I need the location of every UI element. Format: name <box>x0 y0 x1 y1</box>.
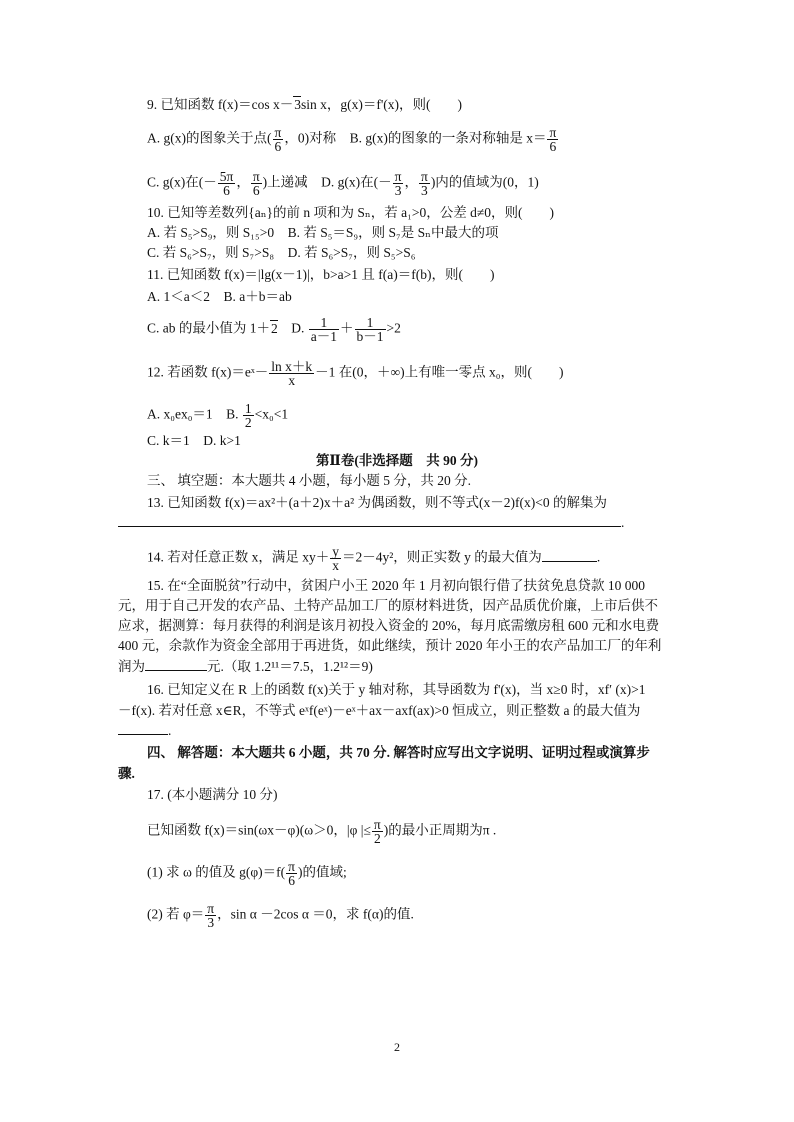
fraction: $\frac{\pi}{2}$ <box>373 817 381 846</box>
section-3-heading: 三、 填空题：本大题共 4 小题，每小题 5 分，共 20 分. <box>147 473 471 488</box>
q17-part-2: (2) 若 φ＝ $\frac{\pi}{3}$ ，sin α －2cos α ＝0，求 f(α)的值. <box>147 901 414 930</box>
fraction: $\frac{\text{ln x＋k}}{x}$ <box>271 359 313 388</box>
fraction: $\frac{y}{x}$ <box>332 544 339 573</box>
q10-stem: 10. 已知等差数列{aₙ}的前 n 项和为 Sₙ，若 a₁>0，公差 d≠0，则( ) <box>147 205 554 220</box>
q11-options-ab: A. 1＜a＜2 B. a＋b＝ab <box>147 289 292 304</box>
q9-options-cd: C. g(x)在(－ $\frac{5\pi}{6}$ ， $\frac{\pi}{6}$ )上递减 D. g(x)在(－ $\frac{\pi}{3}$ ， $\frac{\pi}{3}$ )内的值域为(0，1) <box>147 169 539 198</box>
fraction: $\frac{\pi}{6}$ <box>274 125 282 154</box>
fraction: $\frac{\pi}{3}$ <box>207 901 215 930</box>
q10-options-cd: C. 若 S₆>S₇，则 S₇>S₈ D. 若 S₆>S₇，则 S₅>S₆ <box>147 245 416 260</box>
fraction: $\frac{5\pi}{6}$ <box>219 169 234 198</box>
answer-blank <box>118 722 168 735</box>
part2-title: 第Ⅱ卷(非选择题 共 90 分) <box>315 453 479 468</box>
fraction: $\frac{\pi}{6}$ <box>252 169 260 198</box>
q15-line-2: 元，用于自己开发的农产品、土特产品加工厂的原材料进货，因产品质优价廉，上市后供不 <box>118 598 658 613</box>
q9-options-ab: A. g(x)的图象关于点( $\frac{\pi}{6}$ ，0)对称 B. g(x)的图象的一条对称轴是 x＝ $\frac{\pi}{6}$ <box>147 125 557 154</box>
fraction: $\frac{\pi}{3}$ <box>394 169 402 198</box>
q11-stem: 11. 已知函数 f(x)＝|lg(x－1)|，b>a>1 且 f(a)＝f(b)，则( ) <box>147 267 495 282</box>
fraction: $\frac{1}{2}$ <box>244 401 252 430</box>
answer-blank <box>145 658 207 671</box>
page-number: 2 <box>394 1040 400 1054</box>
answer-blank <box>542 549 597 562</box>
q15-line-4: 400 元，余款作为资金全部用于再进货，如此继续，预计 2020 年小王的农产品加工厂的年利 <box>118 638 662 653</box>
q17-title: 17. (本小题满分 10 分) <box>147 787 278 802</box>
q13-stem: 13. 已知函数 f(x)＝ax²＋(a＋2)x＋a² 为偶函数，则不等式(x－2)f(x)<0 的解集为 <box>147 495 608 510</box>
q11-options-cd: C. ab 的最小值为 1＋2 D. $\frac{1}{a-1}$ ＋ $\frac{1}{b-1}$ >2 <box>147 315 401 344</box>
q12-options-cd: C. k＝1 D. k>1 <box>147 433 241 448</box>
q16-line-2: －f(x). 若对任意 x∈R，不等式 eˣf(eˣ)－eˣ＋ax－axf(ax)>0 恒成立，则正整数 a 的最大值为 <box>118 703 641 718</box>
fraction: $\frac{\pi}{3}$ <box>420 169 428 198</box>
section-4-heading: 四、 解答题：本大题共 6 小题，共 70 分. 解答时应写出文字说明、证明过程或演算步 <box>147 745 650 760</box>
q12-options-ab: A. x₀ex₀＝1 B. $\frac{1}{2}$ <x₀<1 <box>147 401 289 430</box>
answer-blank <box>118 514 621 527</box>
q17-stem: 已知函数 f(x)＝sin(ωx－φ)(ω＞0，|φ |≤ $\frac{\pi}{2}$ )的最小正周期为π . <box>147 817 497 846</box>
q13-answer-line: . <box>118 514 624 532</box>
q16-line-3: . <box>118 722 171 740</box>
q14-stem: 14. 若对任意正数 x，满足 xy＋ $\frac{y}{x}$ ＝2－4y²，则正实数 y 的最大值为 . <box>147 544 601 573</box>
q15-line-1: 15. 在“全面脱贫”行动中，贫困户小王 2020 年 1 月初向银行借了扶贫免息贷款 10 000 <box>147 578 645 593</box>
fraction: $\frac{\pi}{6}$ <box>288 859 295 888</box>
fraction: $\frac{\pi}{6}$ <box>549 125 557 154</box>
section-4-heading-cont: 骤. <box>118 766 135 781</box>
fraction: $\frac{1}{b-1}$ <box>356 315 384 344</box>
q17-part-1: (1) 求 ω 的值及 g(φ)＝f( $\frac{\pi}{6}$ )的值域; <box>147 859 347 888</box>
fraction: $\frac{1}{a-1}$ <box>310 315 337 344</box>
q15-line-3: 应求，据测算：每月获得的利润是该月初投入资金的 20%，每月底需缴房租 600 元和水电费 <box>118 618 660 633</box>
q16-line-1: 16. 已知定义在 R 上的函数 f(x)关于 y 轴对称，其导函数为 f'(x)，当 x≥0 时，xf′ (x)>1 <box>147 682 646 697</box>
q10-options-ab: A. 若 S₅>S₉，则 S₁₅>0 B. 若 S₅＝S₉，则 S₇是 Sₙ中最大的项 <box>147 225 499 240</box>
q12-stem: 12. 若函数 f(x)＝eˣ－ $\frac{\text{ln x＋k}}{x}$ －1 在(0，＋∞)上有唯一零点 x₀，则( ) <box>147 359 564 388</box>
q9-stem: 9. 已知函数 f(x)＝cos x－3sin x，g(x)＝f'(x)，则( ) <box>147 97 463 112</box>
q15-line-5: 润为 元.（取 1.2¹¹＝7.5，1.2¹²＝9) <box>118 659 373 674</box>
